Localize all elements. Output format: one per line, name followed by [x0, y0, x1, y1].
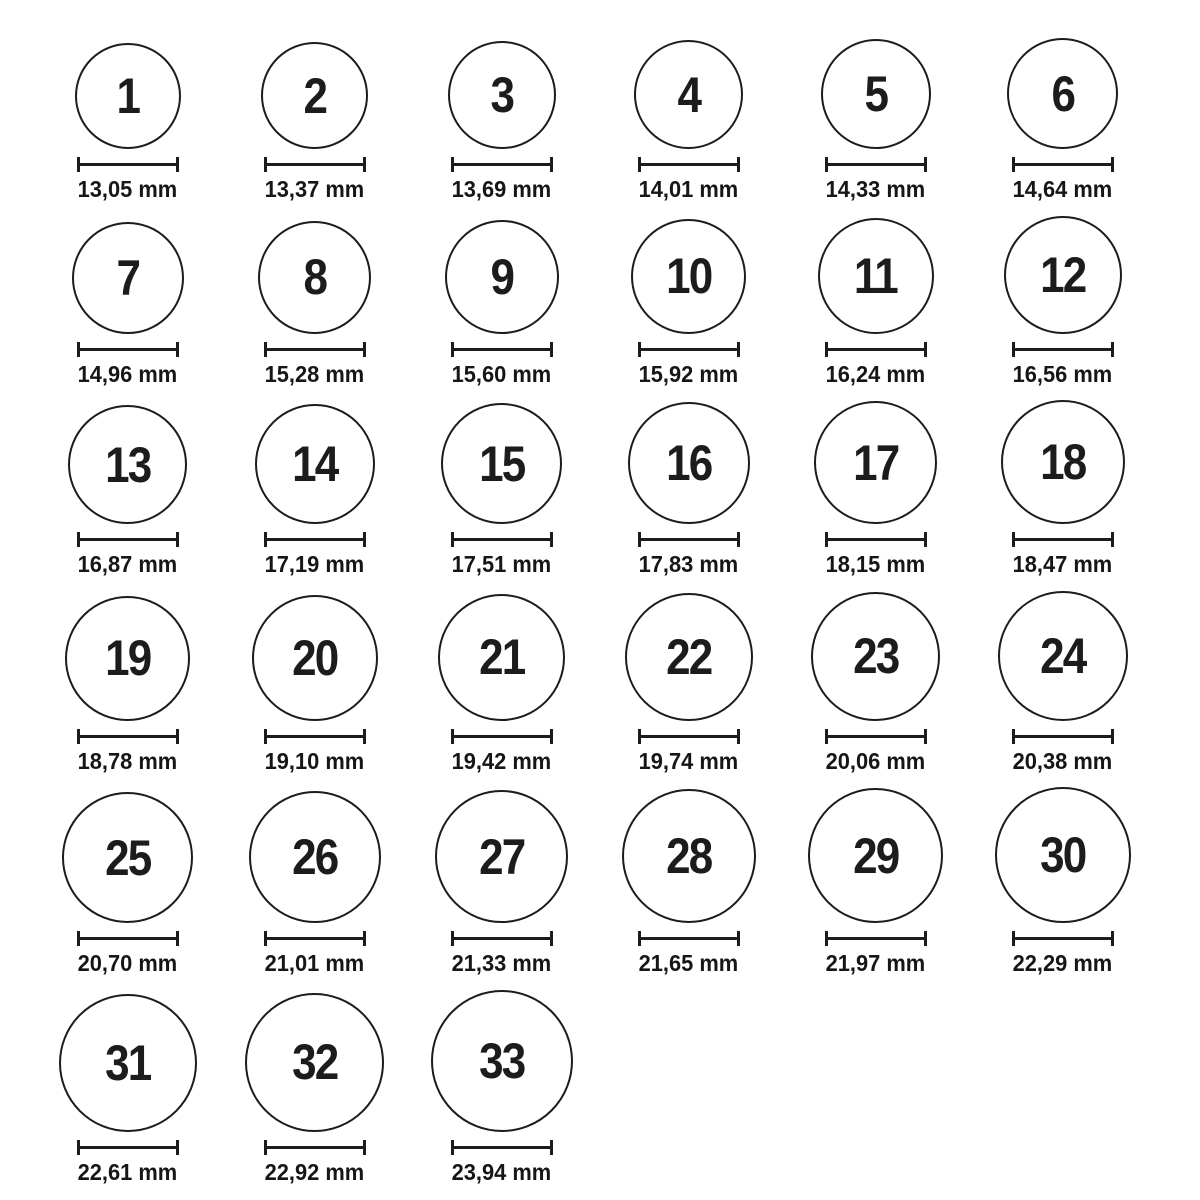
- measure-bar: [1012, 538, 1114, 541]
- measure-right-tick: [550, 532, 553, 547]
- diameter-measure-line: [264, 342, 366, 357]
- diameter-measure-line: [264, 729, 366, 744]
- measure-right-tick: [737, 157, 740, 172]
- ring-circle: [261, 42, 368, 149]
- ring-size-number: 13: [104, 436, 151, 493]
- diameter-label: 17,51 mm: [451, 551, 552, 578]
- diameter-measure-line: [825, 532, 927, 547]
- measure-right-tick: [176, 157, 179, 172]
- measure-right-tick: [550, 931, 553, 946]
- diameter-label: 19,74 mm: [638, 747, 739, 774]
- measure-right-tick: [176, 342, 179, 357]
- ring-size-number: 25: [104, 829, 151, 886]
- ring-circle: [631, 219, 746, 334]
- measure-bar: [77, 735, 179, 738]
- ring-size-cell: [782, 787, 969, 978]
- measure-bar: [451, 735, 553, 738]
- ring-circle: [821, 39, 931, 149]
- ring-size-number: 17: [852, 434, 899, 491]
- ring-size-cell: [969, 787, 1156, 978]
- measure-bar: [264, 1146, 366, 1149]
- ring-size-number: 2: [303, 67, 326, 124]
- ring-circle: [1004, 216, 1122, 334]
- chart-row: [34, 400, 1200, 579]
- ring-circle: [59, 994, 197, 1132]
- ring-size-cell: [221, 400, 408, 579]
- ring-size-number: 10: [665, 248, 712, 305]
- ring-circle: [249, 791, 381, 923]
- diameter-label: 20,70 mm: [77, 950, 178, 977]
- measure-bar: [638, 163, 740, 166]
- ring-size-number: 18: [1039, 434, 1086, 491]
- diameter-measure-line: [77, 1140, 179, 1155]
- diameter-label: 20,06 mm: [825, 747, 926, 774]
- diameter-label: 14,64 mm: [1012, 176, 1113, 202]
- measure-right-tick: [924, 157, 927, 172]
- diameter-label: 14,96 mm: [77, 360, 178, 387]
- measure-right-tick: [550, 342, 553, 357]
- ring-size-cell: [408, 38, 595, 204]
- measure-bar: [77, 538, 179, 541]
- diameter-label: 15,92 mm: [638, 360, 739, 387]
- ring-size-cell: [34, 990, 221, 1187]
- diameter-measure-line: [451, 931, 553, 946]
- measure-right-tick: [924, 931, 927, 946]
- ring-size-number: 5: [864, 66, 887, 122]
- diameter-label: 14,01 mm: [638, 176, 739, 202]
- diameter-measure-line: [825, 729, 927, 744]
- measure-right-tick: [1111, 532, 1114, 547]
- diameter-measure-line: [638, 532, 740, 547]
- measure-right-tick: [1111, 157, 1114, 172]
- diameter-label: 17,83 mm: [638, 551, 739, 578]
- measure-bar: [264, 163, 366, 166]
- diameter-measure-line: [451, 342, 553, 357]
- diameter-label: 21,01 mm: [264, 950, 365, 977]
- measure-right-tick: [924, 532, 927, 547]
- diameter-label: 16,24 mm: [825, 360, 926, 387]
- ring-circle: [625, 593, 753, 721]
- diameter-label: 18,47 mm: [1012, 551, 1113, 578]
- measure-bar: [825, 735, 927, 738]
- ring-size-cell: [595, 591, 782, 776]
- ring-size-cell: [969, 216, 1156, 389]
- measure-bar: [451, 163, 553, 166]
- ring-size-number: 27: [478, 828, 525, 885]
- measure-right-tick: [176, 532, 179, 547]
- ring-size-number: 31: [104, 1034, 151, 1091]
- ring-circle: [438, 594, 565, 721]
- measure-bar: [264, 538, 366, 541]
- ring-size-cell: [408, 787, 595, 978]
- measure-right-tick: [737, 729, 740, 744]
- diameter-measure-line: [77, 532, 179, 547]
- measure-bar: [825, 538, 927, 541]
- measure-right-tick: [737, 931, 740, 946]
- measure-right-tick: [550, 729, 553, 744]
- diameter-measure-line: [264, 931, 366, 946]
- ring-circle: [628, 402, 750, 524]
- ring-size-cell: [595, 216, 782, 389]
- ring-circle: [75, 43, 181, 149]
- diameter-label: 18,78 mm: [77, 747, 178, 774]
- ring-size-cell: [34, 216, 221, 389]
- diameter-measure-line: [77, 931, 179, 946]
- ring-circle: [445, 220, 559, 334]
- ring-circle: [818, 218, 934, 334]
- ring-circle: [634, 40, 743, 149]
- measure-bar: [77, 348, 179, 351]
- diameter-label: 21,97 mm: [825, 950, 926, 977]
- diameter-label: 15,28 mm: [264, 360, 365, 387]
- diameter-label: 20,38 mm: [1012, 747, 1113, 774]
- ring-size-cell: [34, 787, 221, 978]
- diameter-measure-line: [1012, 532, 1114, 547]
- ring-size-cell: [595, 787, 782, 978]
- diameter-label: 22,29 mm: [1012, 950, 1113, 977]
- diameter-measure-line: [77, 729, 179, 744]
- ring-circle: [72, 222, 184, 334]
- diameter-measure-line: [638, 729, 740, 744]
- ring-size-number: 30: [1039, 827, 1086, 884]
- ring-size-cell: [969, 591, 1156, 776]
- chart-row: [34, 216, 1200, 389]
- ring-circle: [448, 41, 556, 149]
- measure-right-tick: [924, 342, 927, 357]
- measure-right-tick: [363, 931, 366, 946]
- ring-circle: [622, 789, 756, 923]
- measure-bar: [451, 937, 553, 940]
- diameter-label: 21,65 mm: [638, 950, 739, 977]
- diameter-measure-line: [638, 157, 740, 172]
- diameter-label: 15,60 mm: [451, 360, 552, 387]
- diameter-measure-line: [451, 1140, 553, 1155]
- measure-bar: [825, 163, 927, 166]
- measure-right-tick: [363, 729, 366, 744]
- ring-size-number: 11: [853, 247, 897, 304]
- measure-right-tick: [1111, 931, 1114, 946]
- measure-right-tick: [363, 342, 366, 357]
- diameter-measure-line: [451, 532, 553, 547]
- diameter-measure-line: [451, 157, 553, 172]
- ring-size-number: 1: [116, 68, 139, 124]
- measure-bar: [638, 538, 740, 541]
- measure-bar: [264, 348, 366, 351]
- measure-bar: [451, 538, 553, 541]
- ring-circle: [62, 792, 193, 923]
- ring-circle: [441, 403, 562, 524]
- measure-bar: [825, 937, 927, 940]
- ring-size-cell: [34, 38, 221, 204]
- measure-right-tick: [737, 342, 740, 357]
- ring-size-cell: [34, 591, 221, 776]
- measure-bar: [1012, 735, 1114, 738]
- measure-bar: [77, 937, 179, 940]
- measure-right-tick: [1111, 342, 1114, 357]
- ring-circle: [68, 405, 187, 524]
- ring-size-number: 32: [291, 1034, 338, 1091]
- diameter-measure-line: [264, 157, 366, 172]
- ring-size-number: 9: [490, 248, 513, 305]
- diameter-label: 18,15 mm: [825, 551, 926, 578]
- ring-size-number: 19: [104, 630, 151, 687]
- ring-size-cell: [595, 400, 782, 579]
- measure-bar: [264, 937, 366, 940]
- ring-size-number: 15: [478, 435, 525, 492]
- ring-circle: [431, 990, 573, 1132]
- ring-size-number: 8: [303, 249, 326, 306]
- ring-size-cell: [221, 38, 408, 204]
- measure-right-tick: [924, 729, 927, 744]
- measure-right-tick: [363, 532, 366, 547]
- ring-size-number: 22: [665, 628, 712, 685]
- ring-size-number: 20: [291, 629, 338, 686]
- ring-circle: [245, 993, 384, 1132]
- ring-size-cell: [221, 787, 408, 978]
- ring-size-number: 33: [478, 1032, 525, 1089]
- ring-size-number: 3: [490, 67, 513, 123]
- measure-bar: [1012, 348, 1114, 351]
- diameter-measure-line: [638, 931, 740, 946]
- measure-bar: [77, 1146, 179, 1149]
- measure-bar: [451, 1146, 553, 1149]
- diameter-label: 14,33 mm: [825, 176, 926, 202]
- diameter-measure-line: [451, 729, 553, 744]
- diameter-measure-line: [825, 342, 927, 357]
- diameter-measure-line: [77, 342, 179, 357]
- ring-size-number: 12: [1039, 246, 1086, 303]
- ring-size-number: 16: [665, 435, 712, 492]
- ring-size-cell: [969, 400, 1156, 579]
- ring-size-number: 4: [677, 66, 700, 123]
- ring-circle: [995, 787, 1131, 923]
- ring-size-cell: [595, 38, 782, 204]
- ring-circle: [252, 595, 378, 721]
- measure-right-tick: [550, 157, 553, 172]
- measure-bar: [451, 348, 553, 351]
- ring-size-number: 14: [291, 436, 338, 493]
- measure-right-tick: [1111, 729, 1114, 744]
- measure-bar: [77, 163, 179, 166]
- ring-size-cell: [408, 591, 595, 776]
- measure-right-tick: [363, 1140, 366, 1155]
- diameter-label: 16,56 mm: [1012, 360, 1113, 387]
- ring-circle: [1001, 400, 1125, 524]
- diameter-measure-line: [77, 157, 179, 172]
- chart-row: [34, 38, 1200, 204]
- ring-circle: [808, 788, 943, 923]
- diameter-label: 22,61 mm: [77, 1158, 178, 1185]
- diameter-label: 13,05 mm: [77, 176, 178, 202]
- ring-circle: [814, 401, 937, 524]
- ring-size-cell: [221, 216, 408, 389]
- measure-right-tick: [176, 1140, 179, 1155]
- diameter-measure-line: [825, 157, 927, 172]
- ring-circle: [435, 790, 568, 923]
- ring-size-number: 29: [852, 827, 899, 884]
- measure-right-tick: [176, 729, 179, 744]
- ring-size-number: 23: [852, 628, 899, 685]
- diameter-measure-line: [1012, 157, 1114, 172]
- ring-size-cell: [34, 400, 221, 579]
- ring-size-cell: [782, 591, 969, 776]
- chart-row: [34, 591, 1200, 776]
- measure-bar: [825, 348, 927, 351]
- ring-circle: [811, 592, 940, 721]
- measure-bar: [1012, 163, 1114, 166]
- ring-circle: [258, 221, 371, 334]
- ring-circle: [1007, 38, 1118, 149]
- chart-row: [34, 787, 1200, 978]
- measure-bar: [1012, 937, 1114, 940]
- diameter-label: 19,10 mm: [264, 747, 365, 774]
- ring-size-number: 26: [291, 829, 338, 886]
- measure-bar: [264, 735, 366, 738]
- diameter-measure-line: [264, 532, 366, 547]
- ring-size-cell: [221, 990, 408, 1187]
- diameter-label: 19,42 mm: [451, 747, 552, 774]
- measure-bar: [638, 348, 740, 351]
- ring-circle: [998, 591, 1128, 721]
- ring-size-number: 7: [116, 249, 139, 306]
- ring-size-number: 6: [1051, 65, 1074, 122]
- ring-size-cell: [782, 38, 969, 204]
- diameter-measure-line: [264, 1140, 366, 1155]
- diameter-label: 17,19 mm: [264, 551, 365, 578]
- ring-size-number: 21: [478, 629, 525, 686]
- measure-right-tick: [737, 532, 740, 547]
- measure-bar: [638, 937, 740, 940]
- diameter-measure-line: [1012, 931, 1114, 946]
- ring-size-number: 24: [1039, 627, 1086, 684]
- diameter-label: 22,92 mm: [264, 1158, 365, 1185]
- diameter-label: 21,33 mm: [451, 950, 552, 977]
- diameter-label: 23,94 mm: [451, 1158, 552, 1185]
- ring-circle: [65, 596, 190, 721]
- chart-row: [34, 990, 1200, 1187]
- diameter-label: 16,87 mm: [77, 551, 178, 578]
- ring-size-cell: [221, 591, 408, 776]
- ring-size-cell: [969, 38, 1156, 204]
- diameter-measure-line: [1012, 342, 1114, 357]
- ring-circle: [255, 404, 375, 524]
- diameter-label: 13,37 mm: [264, 176, 365, 202]
- ring-size-number: 28: [665, 828, 712, 885]
- measure-bar: [638, 735, 740, 738]
- ring-size-cell: [408, 400, 595, 579]
- diameter-measure-line: [1012, 729, 1114, 744]
- ring-size-cell: [782, 400, 969, 579]
- measure-right-tick: [363, 157, 366, 172]
- ring-size-cell: [408, 216, 595, 389]
- ring-size-cell: [782, 216, 969, 389]
- measure-right-tick: [550, 1140, 553, 1155]
- diameter-measure-line: [825, 931, 927, 946]
- diameter-measure-line: [638, 342, 740, 357]
- ring-size-cell: [408, 990, 595, 1187]
- measure-right-tick: [176, 931, 179, 946]
- diameter-label: 13,69 mm: [451, 176, 552, 202]
